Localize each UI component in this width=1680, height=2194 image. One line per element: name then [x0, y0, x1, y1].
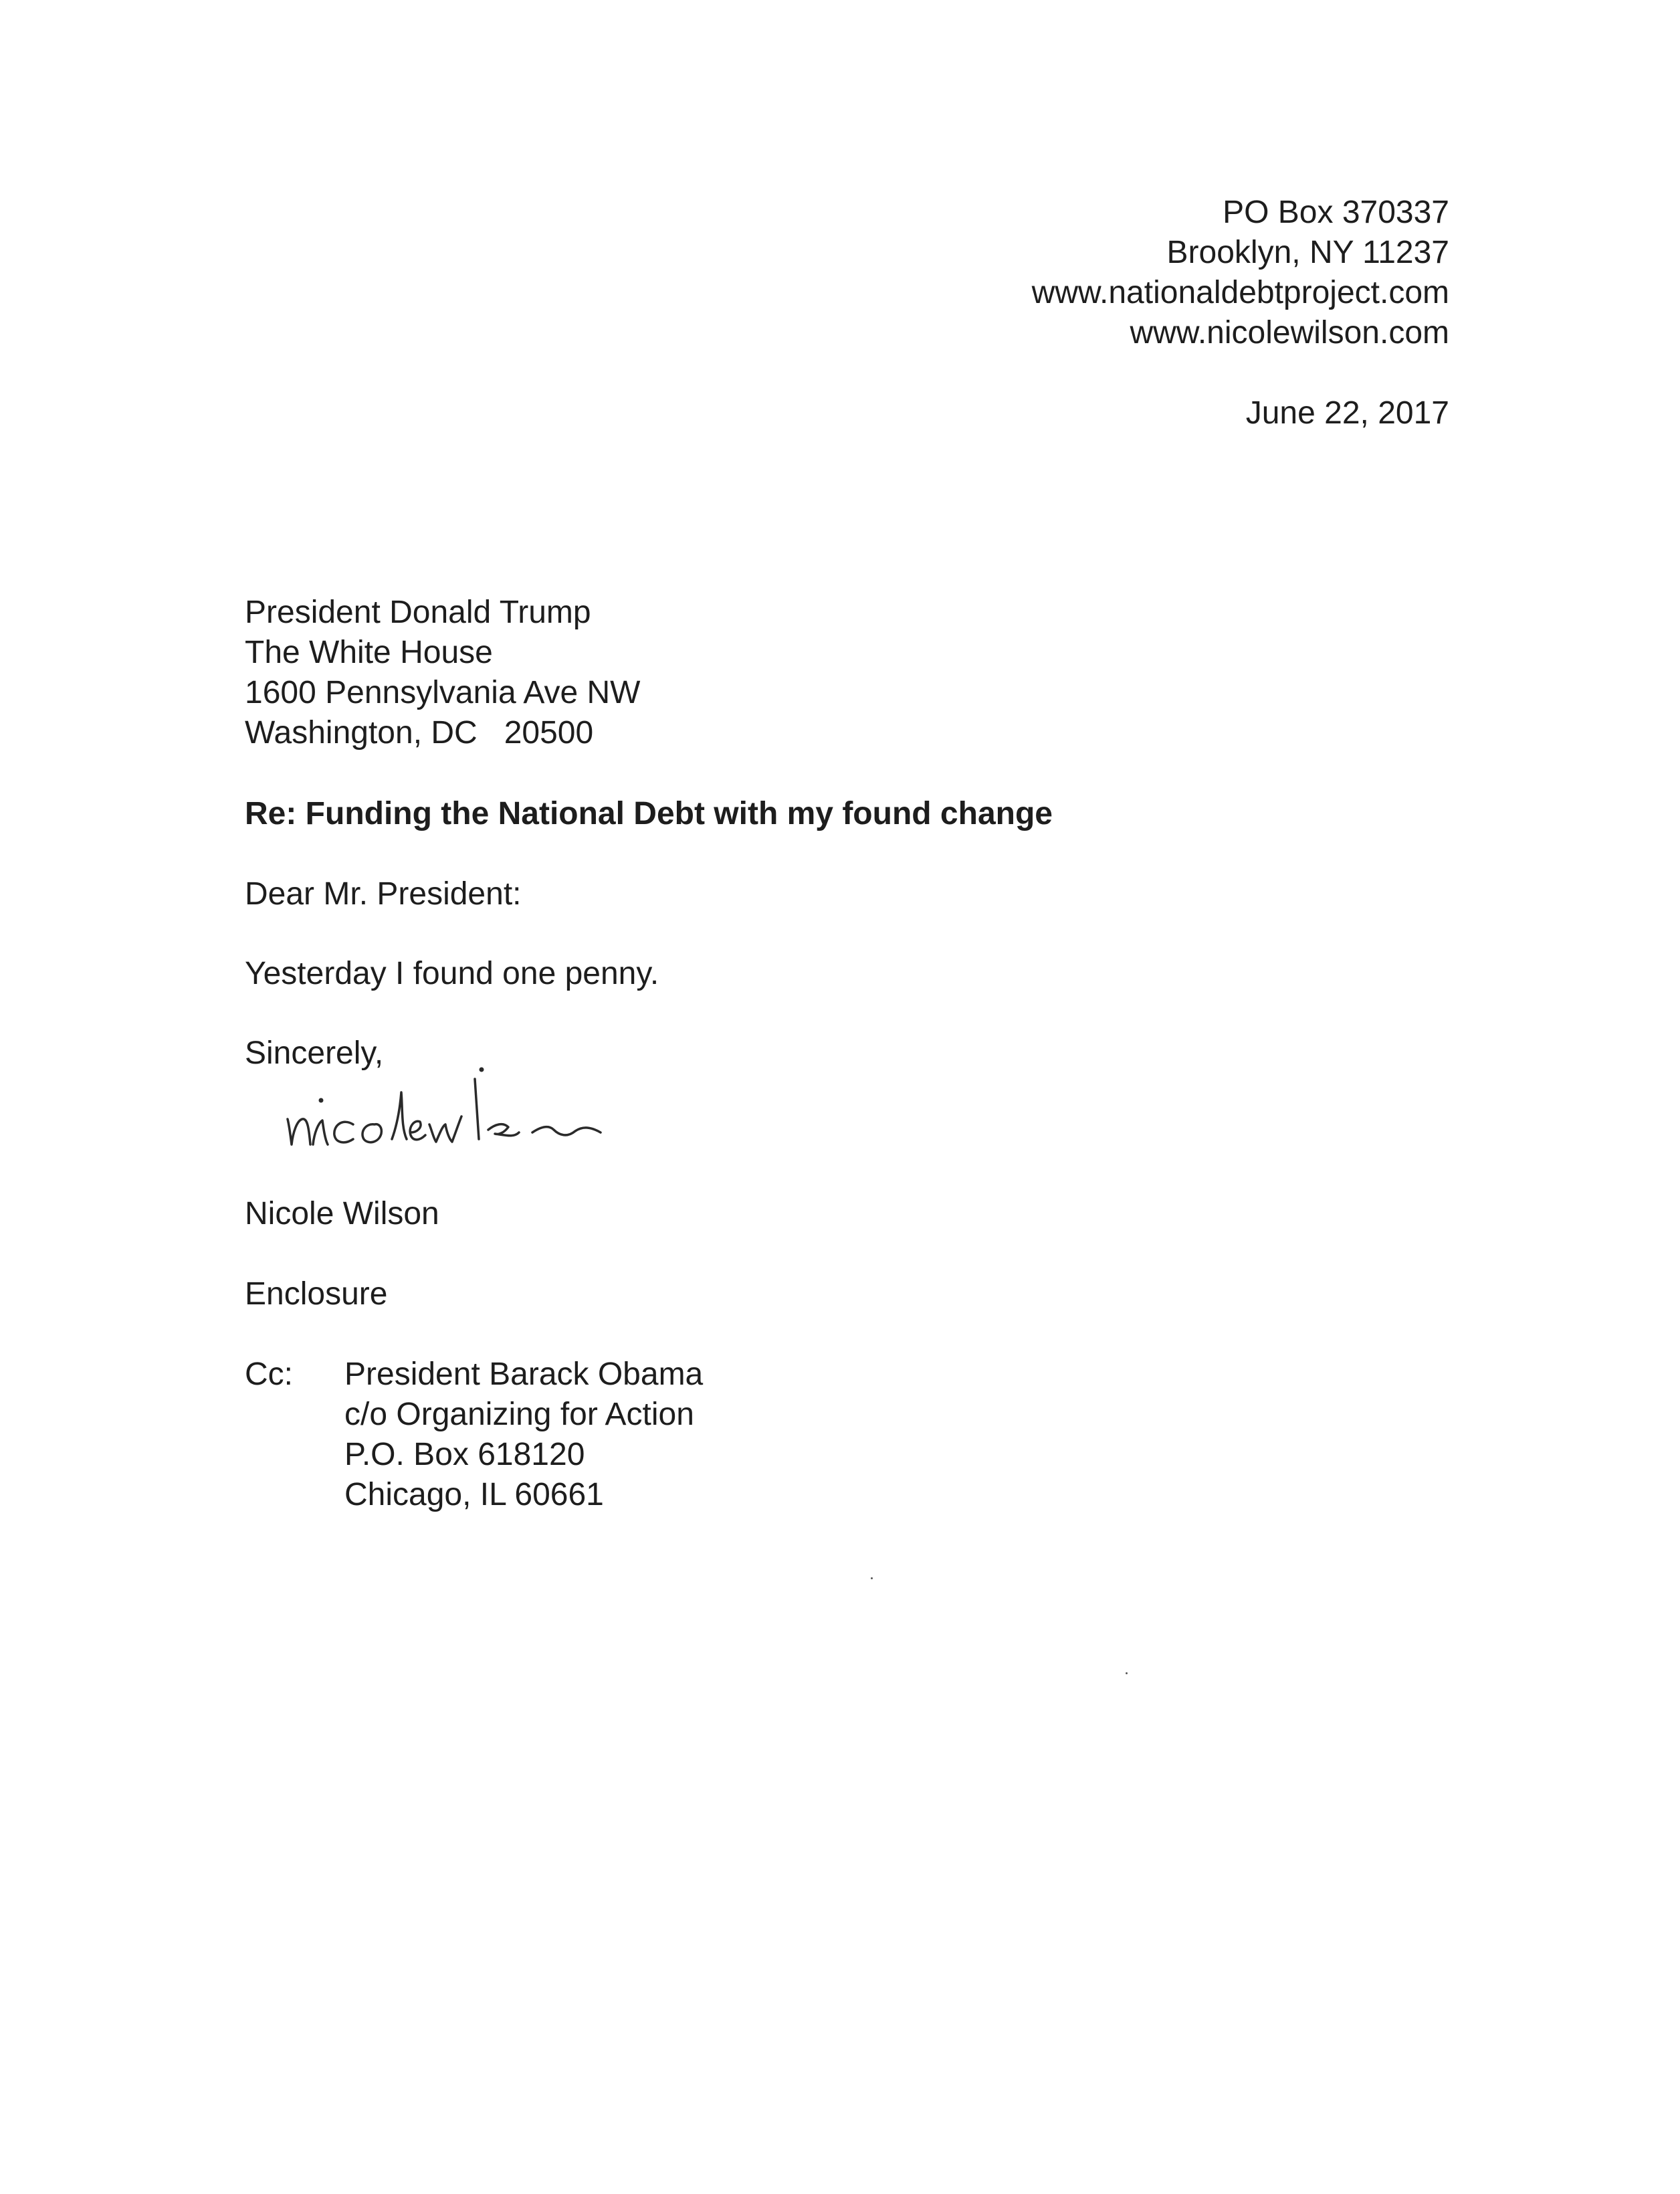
recipient-building: The White House [245, 635, 493, 670]
cc-address [344, 1355, 703, 1515]
recipient-address [245, 593, 640, 753]
salutation: Dear Mr. President: [245, 876, 522, 912]
sender-address [1032, 193, 1449, 353]
sender-website-personal: www.nicolewilson.com [1130, 315, 1449, 351]
cc-city: Chicago, IL 60661 [344, 1477, 604, 1512]
letter-date: June 22, 2017 [1245, 395, 1449, 431]
subject-line: Re: Funding the National Debt with my found change [245, 796, 1053, 831]
recipient-city: Washington, DC 20500 [245, 715, 594, 751]
cc-organization: c/o Organizing for Action [344, 1397, 694, 1432]
sender-website-project: www.nationaldebtproject.com [1031, 275, 1449, 310]
sender-city: Brooklyn, NY 11237 [1166, 235, 1449, 270]
handwritten-signature [274, 1060, 702, 1187]
cc-po-box: P.O. Box 618120 [344, 1437, 585, 1472]
sender-po-box: PO Box 370337 [1223, 195, 1449, 230]
paper-speck [1126, 1672, 1128, 1674]
closing: Sincerely, [245, 1035, 384, 1071]
cc-label: Cc: [245, 1357, 293, 1392]
cc-name: President Barack Obama [344, 1357, 704, 1392]
paper-speck [871, 1577, 873, 1579]
recipient-street: 1600 Pennsylvania Ave NW [245, 675, 641, 710]
enclosure-note: Enclosure [245, 1276, 388, 1312]
letter-body: Yesterday I found one penny. [245, 956, 659, 991]
recipient-name: President Donald Trump [245, 595, 591, 630]
signer-name: Nicole Wilson [245, 1196, 439, 1231]
